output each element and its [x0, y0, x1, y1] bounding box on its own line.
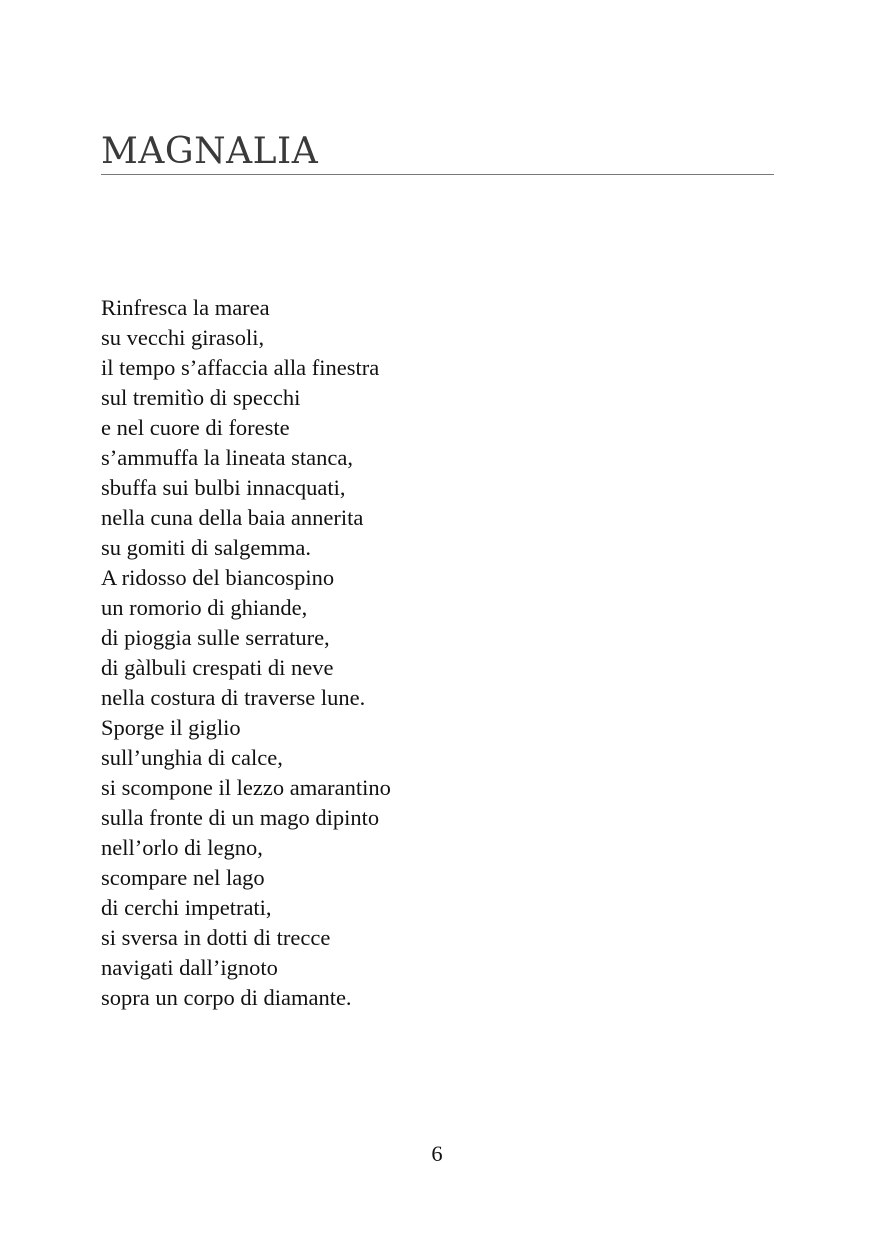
- poem-line: un romorio di ghiande,: [101, 595, 308, 620]
- poem-line: si scompone il lezzo amarantino: [101, 775, 391, 800]
- poem-line: sull’unghia di calce,: [101, 745, 283, 770]
- poem-line: sulla fronte di un mago dipinto: [101, 805, 380, 830]
- poem-line: nell’orlo di legno,: [101, 835, 263, 860]
- poem-line: Sporge il giglio: [101, 715, 241, 740]
- poem-line: su vecchi girasoli,: [101, 325, 265, 350]
- poem-line: e nel cuore di foreste: [101, 415, 290, 440]
- poem-line: nella cuna della baia annerita: [101, 505, 364, 530]
- poem-body: [101, 293, 391, 1013]
- page-number: 6: [431, 1141, 443, 1166]
- poem-line: il tempo s’affaccia alla finestra: [101, 355, 380, 380]
- poem-line: Rinfresca la marea: [101, 295, 270, 320]
- poem-line: si sversa in dotti di trecce: [101, 925, 331, 950]
- poem-line: nella costura di traverse lune.: [101, 685, 366, 710]
- poem-line: A ridosso del biancospino: [101, 565, 335, 590]
- poem-line: navigati dall’ignoto: [101, 955, 278, 980]
- poem-line: scompare nel lago: [101, 865, 265, 890]
- poem-line: sbuffa sui bulbi innacquati,: [101, 475, 346, 500]
- poem-line: di gàlbuli crespati di neve: [101, 655, 334, 680]
- poem-line: di pioggia sulle serrature,: [101, 625, 330, 650]
- poem-line: di cerchi impetrati,: [101, 895, 272, 920]
- poem-line: su gomiti di salgemma.: [101, 535, 311, 560]
- poem-line: sopra un corpo di diamante.: [101, 985, 352, 1010]
- page-title: MAGNALIA: [101, 131, 319, 172]
- poem-line: sul tremitìo di specchi: [101, 385, 301, 410]
- poem-line: s’ammuffa la lineata stanca,: [101, 445, 353, 470]
- title-underline: [101, 174, 774, 175]
